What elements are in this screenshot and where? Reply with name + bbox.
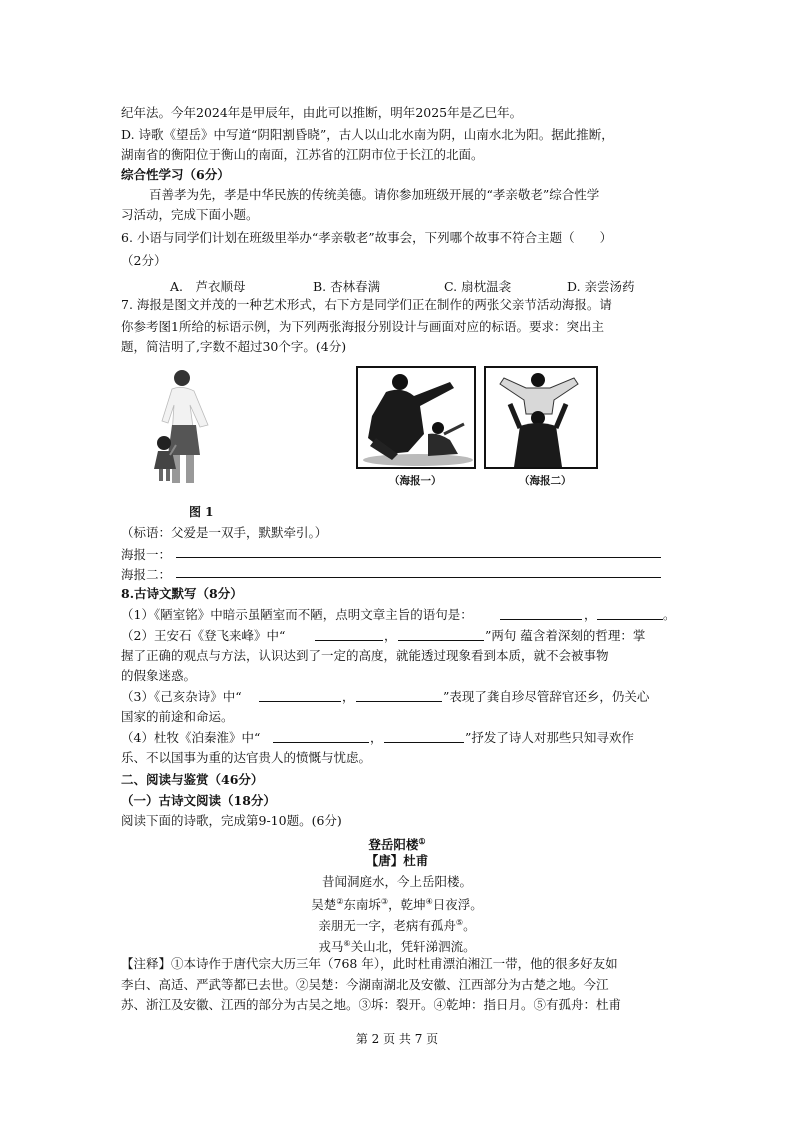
text-line: D. 诗歌《望岳》中写道“阴阳割昏晓”，古人以山北水南为阴，山南水北为阳。据此推断， [121,127,614,142]
text-fragment: ， [384,628,397,643]
figure-1-label: 图 1 [189,505,214,519]
text-line: 乐、不以国事为重的达官贵人的愤慨与忧虑。 [121,750,372,765]
text-line: 百善孝为先，孝是中华民族的传统美德。请你参加班级开展的“孝亲敬老”综合性学 [149,187,600,202]
q8-4-blank-1[interactable] [273,742,369,743]
text-line: 的假象迷惑。 [121,668,197,683]
text-line: 纪年法。今年2024年是甲辰年，由此可以推断，明年2025年是乙巳年。 [121,105,523,120]
q8-1-blank-1[interactable] [500,619,582,620]
text-fragment: ， [370,730,383,745]
slogan-example: （标语：父爱是一双手，默默牵引。） [121,525,328,540]
poster-1-image [356,366,476,469]
text-fragment: ”抒发了诗人对那些只知寻欢作 [465,730,634,745]
question-6: 6. 小语与同学们计划在班级里举办“孝亲敬老”故事会，下列哪个故事不符合主题（ ） [121,230,613,245]
reading-intro: 阅读下面的诗歌，完成第9-10题。(6分) [121,813,342,828]
poster-1-caption: （海报一） [389,475,442,487]
text-line: 握了正确的观点与方法，认识达到了一定的高度，就能透过现象看到本质，就不会被事物 [121,648,609,663]
notes-line: 李白、高适、严武等都已去世。②吴楚：今湖南湖北及安徽、江西部分为古楚之地。今江 [121,977,609,992]
q8-part-3: （3）《己亥杂诗》中“ [121,689,242,704]
poem-author: 【唐】杜甫 [365,853,429,868]
question-8-title: 8.古诗文默写（8分） [121,586,243,601]
poem-line: 吴楚②东南坼③，乾坤④日夜浮。 [311,897,483,913]
question-7: 7. 海报是图文并茂的一种艺术形式，右下方是同学们正在制作的两张父亲节活动海报。请 [121,297,612,312]
poem-line: 亲朋无一字，老病有孤舟⑤。 [318,918,476,934]
q8-2-blank-1[interactable] [315,640,383,641]
option-c: C. 扇枕温衾 [444,279,512,294]
q8-3-blank-2[interactable] [356,701,442,702]
page-footer: 第 2 页 共 7 页 [355,1032,439,1046]
poster-2-label: 海报二： [121,567,172,582]
poster-2-answer-line[interactable] [176,577,661,578]
q8-4-blank-2[interactable] [384,742,464,743]
text-fragment: ， [342,689,355,704]
section-2-title: 二、阅读与鉴赏（46分） [121,772,264,787]
poem-line: 昔闻洞庭水，今上岳阳楼。 [321,874,472,889]
q8-2-blank-2[interactable] [398,640,484,641]
text-fragment: ， [584,607,597,622]
notes-line: 【注释】①本诗作于唐代宗大历三年（768 年），此时杜甫漂泊湘江一带，他的很多好友如 [121,956,618,971]
text-fragment: ”表现了龚自珍尽管辞官还乡，仍关心 [443,689,650,704]
option-a: A. 芦衣顺母 [170,279,246,294]
q8-part-2: （2）王安石《登飞来峰》中“ [121,628,286,643]
poem-title: 登岳阳楼① [368,836,426,853]
text-fragment: ”两句 蕴含着深刻的哲理：掌 [485,628,646,643]
poster-1-label: 海报一： [121,547,172,562]
notes-line: 苏、浙江及安徽、江西的部分为古吴之地。③坼：裂开。④乾坤：指日月。⑤有孤舟：杜甫 [121,997,622,1012]
subsection-title: （一）古诗文阅读（18分） [121,793,276,808]
text-line: 湖南省的衡阳位于衡山的南面，江苏省的江阴市位于长江的北面。 [121,147,484,162]
poster-1-answer-line[interactable] [176,557,661,558]
q8-1-blank-2[interactable] [597,619,663,620]
figure-1-image [150,365,245,490]
text-line: 题，简洁明了,字数不超过30个字。(4分) [121,339,347,354]
text-line: 你参考图1所给的标语示例，为下列两张海报分别设计与画面对应的标语。要求：突出主 [121,319,604,334]
text-line: 国家的前途和命运。 [121,709,234,724]
option-d: D. 亲尝汤药 [567,279,635,294]
q8-part-1: （1）《陋室铭》中暗示虽陋室而不陋，点明文章主旨的语句是： [121,607,473,622]
poster-2-caption: （海报二） [519,475,572,487]
text-line: （2分） [121,253,167,268]
q8-3-blank-1[interactable] [259,701,341,702]
text-fragment: 。 [663,607,676,622]
option-b: B. 杏林春满 [313,279,381,294]
poster-2-image [484,366,598,469]
poem-line: 戎马⑥关山北，凭轩涕泗流。 [318,939,476,955]
text-line: 习活动，完成下面小题。 [121,207,259,222]
q8-part-4: （4）杜牧《泊秦淮》中“ [121,730,261,745]
section-heading: 综合性学习（6分） [121,167,230,182]
